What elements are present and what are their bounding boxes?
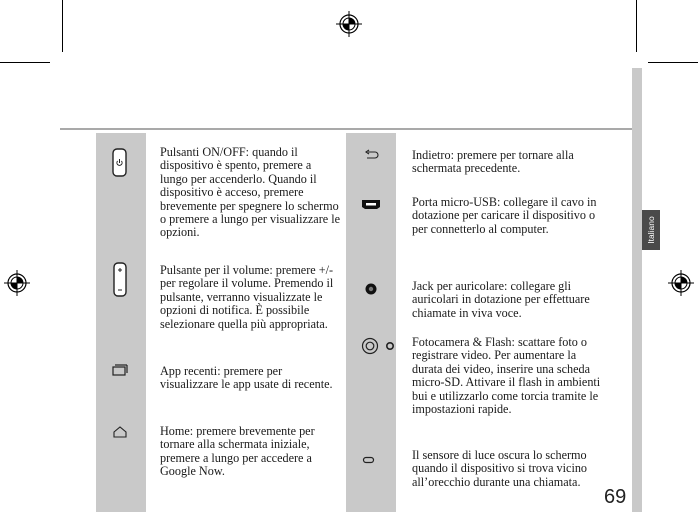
recent-apps-icon [111, 363, 129, 377]
header-rule [60, 128, 632, 130]
crop-mark [62, 0, 63, 52]
micro-usb-port-icon [359, 198, 383, 210]
crop-mark [648, 62, 698, 63]
section-tab-label: Italiano [646, 216, 656, 244]
crop-mark [636, 0, 637, 52]
light-sensor-icon [362, 455, 376, 465]
recent-apps-description: App recenti: premere per visualizzare le app usate di recente. [160, 364, 333, 392]
camera-flash-description: Fotocamera & Flash: scattare foto o registrare video. Per aumentare la durata dei video, inserire una scheda micro-SD. Attivare il flash in ambienti bui e utilizzarlo come torcia tramite le impostazioni rapide. [412, 335, 601, 417]
back-icon [363, 149, 379, 161]
home-description: Home: premere brevemente per tornare alla schermata iniziale, premere a lungo per accedere a Google Now. [160, 424, 315, 479]
registration-mark-icon [336, 11, 362, 37]
home-icon [112, 425, 128, 439]
power-button-icon [110, 148, 130, 178]
headphone-jack-description: Jack per auricolare: collegare gli auricolari in dotazione per effettuare chiamate in viva voce. [412, 279, 590, 320]
volume-button-description: Pulsante per il volume: premere +/- per regolare il volume. Premendo il pulsante, verranno visualizzate le opzioni di notifica. È possibile selezionare quella più appropriata. [160, 263, 334, 331]
micro-usb-description: Porta micro-USB: collegare il cavo in dotazione per caricare il dispositivo o per connetterlo al computer. [412, 195, 597, 236]
section-tab [642, 210, 660, 250]
back-description: Indietro: premere per tornare alla schermata precedente. [412, 148, 574, 176]
registration-mark-icon [668, 270, 694, 296]
crop-mark [0, 62, 50, 63]
margin-bar [632, 68, 642, 512]
light-sensor-description: Il sensore di luce oscura lo schermo quando il dispositivo si trova vicino all’orecchio durante una chiamata. [412, 448, 588, 489]
icon-column-left [96, 133, 146, 512]
volume-button-icon [111, 262, 131, 298]
page-number: 69 [604, 486, 627, 508]
camera-flash-icon [360, 336, 396, 356]
power-button-description: Pulsanti ON/OFF: quando il dispositivo è spento, premere a lungo per accenderlo. Quando il dispositivo è acceso, premere brevemente per spegnere lo schermo o premere a lungo per visualizzare le opzioni. [160, 145, 341, 240]
headphone-jack-icon [364, 282, 378, 296]
registration-mark-icon [4, 270, 30, 296]
